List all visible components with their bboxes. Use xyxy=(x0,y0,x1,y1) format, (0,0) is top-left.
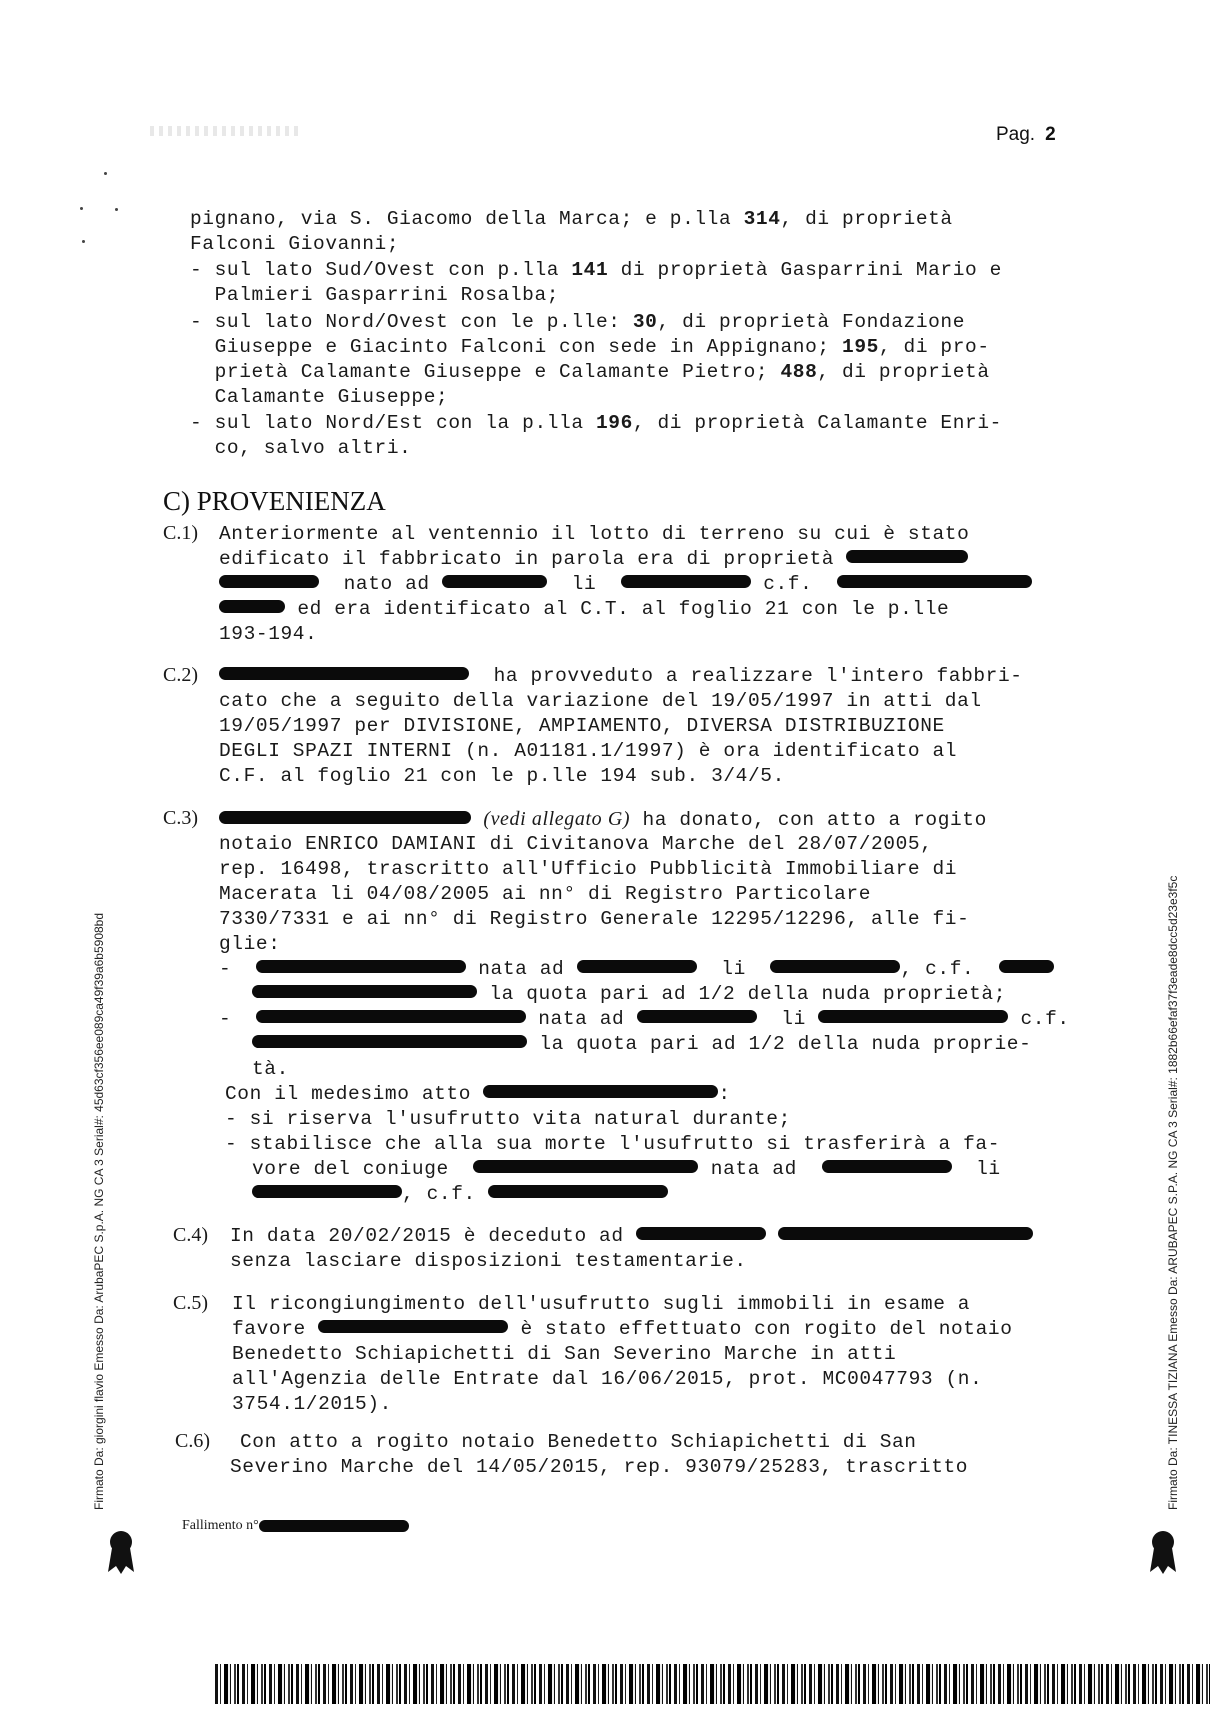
item-label: C.3) xyxy=(163,807,198,829)
section-title: C) PROVENIENZA xyxy=(163,486,386,516)
paragraph-line: Calamante Giuseppe; xyxy=(190,386,449,408)
redaction-bar xyxy=(636,1227,766,1240)
paragraph-line: Falconi Giovanni; xyxy=(190,233,400,255)
redaction-bar xyxy=(256,960,466,973)
redaction-bar xyxy=(252,1035,527,1048)
redaction-bar xyxy=(483,1085,718,1098)
redaction-bar xyxy=(256,1010,526,1023)
redaction-bar xyxy=(219,811,471,824)
redaction-bar xyxy=(318,1320,508,1333)
redaction-bar xyxy=(473,1160,698,1173)
redaction-bar xyxy=(259,1520,409,1532)
redaction-bar xyxy=(818,1010,1008,1023)
barcode-strip xyxy=(215,1664,1210,1704)
redaction-bar xyxy=(219,575,319,588)
paragraph-line: Palmieri Gasparrini Rosalba; xyxy=(190,284,560,306)
footer-case-number: Fallimento n° xyxy=(182,1518,409,1534)
paragraph-line: co, salvo altri. xyxy=(190,437,412,459)
paragraph-line: - sul lato Nord/Est con la p.lla 196, di proprietà Calamante Enri- xyxy=(190,412,1002,434)
item-label: C.6) xyxy=(175,1430,210,1452)
item-label: C.4) xyxy=(173,1224,208,1246)
redaction-bar xyxy=(488,1185,668,1198)
paragraph-line: - sul lato Nord/Ovest con le p.lle: 30, di proprietà Fondazione xyxy=(190,311,966,333)
redaction-bar xyxy=(219,667,469,680)
page-number: Pag. 2 xyxy=(996,124,1056,145)
seal-icon xyxy=(106,1530,136,1574)
signature-right: Firmato Da: TINESSA TIZIANA Emesso Da: ARUBAPEC S.P.A. NG CA 3 Serial#: 1882b66efaf37f3eade8dcc5d23e3f5c xyxy=(1166,875,1180,1510)
redaction-bar xyxy=(999,960,1054,973)
seal-icon xyxy=(1148,1530,1178,1574)
redaction-bar xyxy=(577,960,697,973)
redaction-bar xyxy=(778,1227,1033,1240)
document-page: Pag. 2 pignano, via S. Giacomo della Marca; e p.lla 314, di proprietà Falconi Giovanni; - sul lato Sud/Ovest con p.lla 141 di proprietà Gasparrini Mario e Palmieri Gasparrini Rosalba; - sul lato Nord/Ovest con le p.lle: 30, di proprietà Fondazione Giuseppe e Giacinto Falconi con sede in Appignano; 195, di pro- prietà Calamante Giuseppe e Calamante Pietro; 488, di proprietà Calamante Giuseppe; - sul lato Nord/Est con la p.lla 196, di proprietà Calamante Enri- co, salvo altri. C) PROVENIENZA C.1) Anteriormente al ventennio il lotto di terreno su cui è stato edificato il fabbricato in parola era di proprietà nato ad li c.f. ed era identificato al C.T. al foglio 21 con le p.lle 193-194. C.2) ha provveduto a realizzare l'intero fabbri- cato che a seguito della variazione del 19/05/1997 in atti dal 19/05/1997 per DIVISIONE, AMPIAMENTO, DIVERSA DISTRIBUZIONE DEGLI SPAZI INTERNI (n. A01181.1/1997) è ora identificato al C.F. al foglio 21 con le p.lle 194 sub. 3/4/5. C.3) (vedi allegato G) ha donato, con atto a rogito notaio ENRICO DAMIANI di Civitanova Marche del 28/07/2005, rep. 16498, trascritto all'Ufficio Pubblicità Immobiliare di Macerata li 04/08/2005 ai nn° di Registro Particolare 7330/7331 e ai nn° di Registro Generale 12295/12296, alle fi- glie: - nata ad li , c.f. la quota pari ad 1/2 della nuda proprietà; - nata ad li c.f. la quota pari ad 1/2 della nuda proprie- tà. Con il medesimo atto : - si riserva l'usufrutto vita natural durante; - stabilisce che alla sua morte l'usufrutto si trasferirà a fa- vore del coniuge nata ad li , c.f. C.4) In data 20/02/2015 è deceduto ad senza lasciare disposizioni testamentarie. C.5) Il ricongiungimento dell'usufrutto sugli immobili in esame a favore è stato effettuato con rogito del notaio Benedetto Schiapichetti di San Severino Marche in atti all'Agenzia delle Entrate dal 16/06/2015, prot. MC0047793 (n. 3754.1/2015). C.6) Con atto a rogito notaio Benedetto Schiapichetti di San Severino Marche del 14/05/2015, rep. 93079/25283, trascritto Fallimento n° Firmato Da: giorgini flavio Emesso Da: ArubaPEC S.p.A. NG CA 3 Serial#: 45d63cf356ee089ca49f39a6b5908bd Firmato Da: TINESSA TIZIANA Emesso Da: ARUBAPEC S.P.A. NG CA 3 Serial#: 1882b66efaf37f3eade8dcc5d23e3f5c xyxy=(0,0,1232,1723)
faint-header-text xyxy=(150,126,300,136)
redaction-bar xyxy=(219,600,285,613)
redaction-bar xyxy=(442,575,547,588)
item-label: C.5) xyxy=(173,1292,208,1314)
redaction-bar xyxy=(822,1160,952,1173)
redaction-bar xyxy=(846,550,968,563)
paragraph-line: pignano, via S. Giacomo della Marca; e p.lla 314, di proprietà xyxy=(190,208,953,230)
signature-left: Firmato Da: giorgini flavio Emesso Da: ArubaPEC S.p.A. NG CA 3 Serial#: 45d63cf356ee089ca49f39a6b5908bd xyxy=(92,912,106,1510)
redaction-bar xyxy=(252,985,477,998)
paragraph-line: - sul lato Sud/Ovest con p.lla 141 di proprietà Gasparrini Mario e xyxy=(190,259,1002,281)
redaction-bar xyxy=(837,575,1032,588)
item-label: C.2) xyxy=(163,664,198,686)
paragraph-line: prietà Calamante Giuseppe e Calamante Pietro; 488, di proprietà xyxy=(190,361,990,383)
redaction-bar xyxy=(770,960,900,973)
paragraph-line: Giuseppe e Giacinto Falconi con sede in Appignano; 195, di pro- xyxy=(190,336,990,358)
redaction-bar xyxy=(621,575,751,588)
redaction-bar xyxy=(252,1185,402,1198)
redaction-bar xyxy=(637,1010,757,1023)
item-label: C.1) xyxy=(163,522,198,544)
